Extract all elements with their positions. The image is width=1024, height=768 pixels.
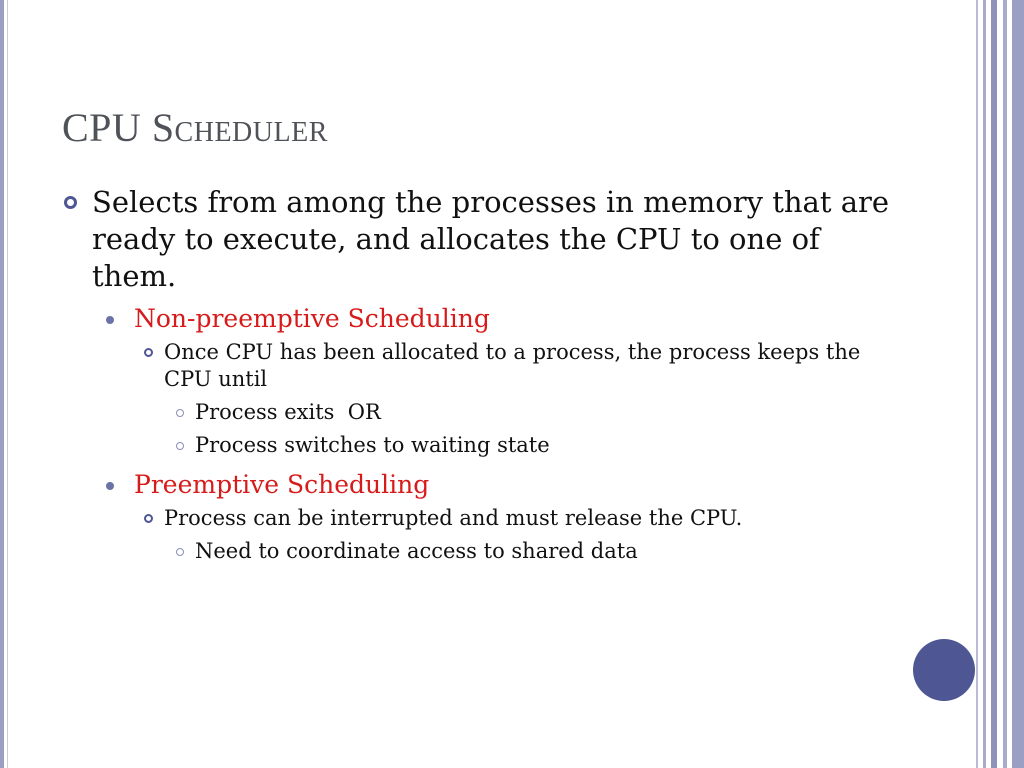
bullet-text: Selects from among the processes in memory that are ready to execute, and allocates the CPU to one of them. [92,185,890,293]
dot-bullet-icon [106,316,114,324]
ring-bullet-icon [64,196,77,209]
left-border-inner-line [7,0,8,768]
subheading-non-preemptive: Non-preemptive Scheduling [134,304,490,333]
bullet-level-1 [62,184,892,295]
subheading-preemptive: Preemptive Scheduling [134,470,430,499]
decorative-circle [913,639,975,701]
right-border-stripe [1003,0,1007,768]
right-border-stripe [976,0,978,768]
right-border-stripe [991,0,997,768]
bullet-level-4 [62,538,942,565]
small-ring-bullet-icon [176,442,184,450]
bullet-level-2 [62,469,942,501]
bullet-level-2 [62,303,942,335]
right-border-stripe [1012,0,1024,768]
small-ring-bullet-icon [176,548,184,556]
small-ring-bullet-icon [176,409,184,417]
bullet-level-3 [62,505,882,532]
bullet-text: Process exits OR [195,400,381,424]
dot-bullet-icon [106,482,114,490]
bullet-text: Need to coordinate access to shared data [195,539,638,563]
bullet-level-4 [62,432,942,459]
bullet-level-4 [62,399,942,426]
bullet-text: Process can be interrupted and must release the CPU. [164,506,743,530]
left-border-line [0,0,4,768]
ring-bullet-icon [144,348,153,357]
right-border-stripe [983,0,986,768]
bullet-text: Once CPU has been allocated to a process, the process keeps the CPU until [164,340,861,391]
bullet-level-3 [62,339,882,393]
slide-content [62,184,942,565]
slide-title: CPU Scheduler [62,105,328,150]
bullet-text: Process switches to waiting state [195,433,550,457]
ring-bullet-icon [144,514,153,523]
